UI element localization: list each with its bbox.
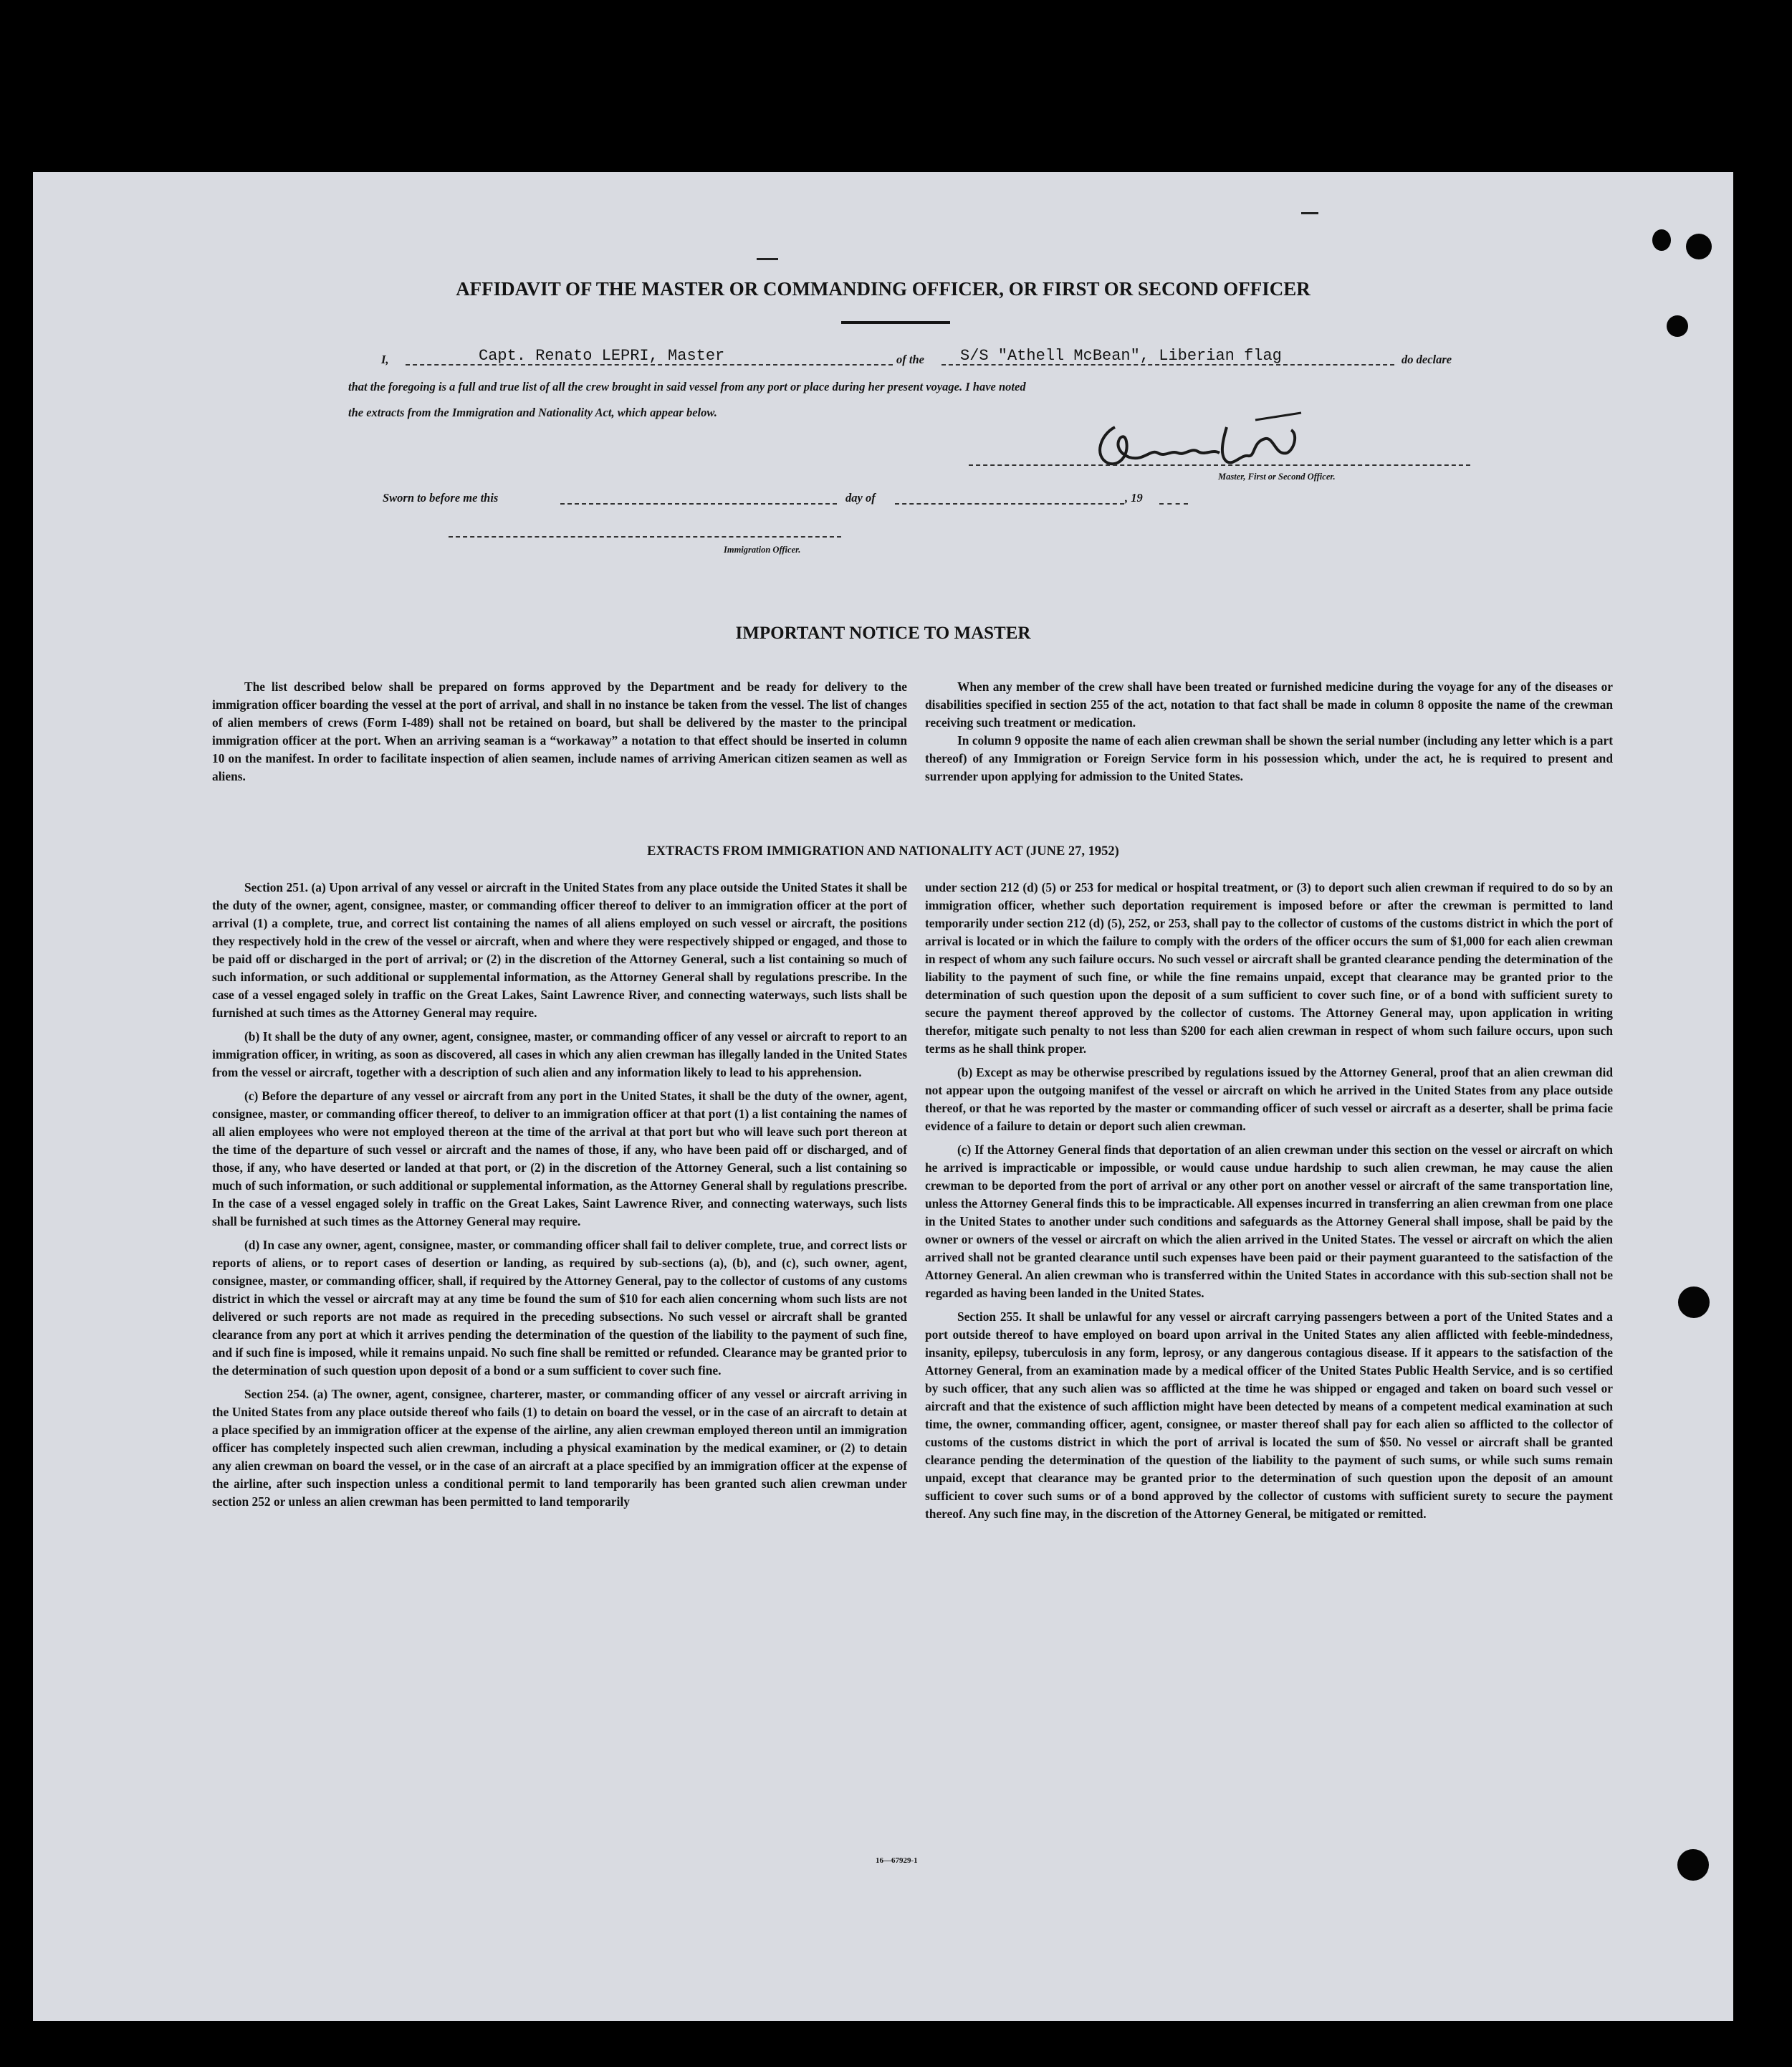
notice-left-column [212,678,907,786]
signature-caption: Master, First or Second Officer. [1218,472,1336,482]
section-251a: Section 251. (a) Upon arrival of any vessel or aircraft in the United States from any place outside the United States it shall be the duty of the owner, agent, consignee, master, or commanding officer thereof to deliver to an immigration officer at the port of arrival (1) a complete, true, and correct list containing the names of all aliens employed on such vessel or aircraft, the positions they respectively hold in the crew of the vessel or aircraft, when and where they were respectively shipped or engaged, and those to be paid off or discharged in the port of arrival; or (2) in the discretion of the Attorney General, such a list containing so much of such information, or such additional or supplemental information, as the Attorney General shall by regulations prescribe. In the case of a vessel engaged solely in traffic on the Great Lakes, Saint Lawrence River, and connecting waterways, such lists shall be furnished at such times as the Attorney General may require. [212,880,907,1020]
master-name-value: Capt. Renato LEPRI, Master [479,347,725,365]
notice-heading: IMPORTANT NOTICE TO MASTER [735,624,1031,643]
punch-hole [1677,1849,1709,1881]
section-251c: (c) Before the departure of any vessel or aircraft from any port in the United States, it shall be the duty of the owner, agent, consignee, master, or commanding officer thereof, to deliver to an immigration officer at that port (1) a list containing the names of all alien employees who were not employed thereon at the time of the arrival at that port but who will leave such port thereon at the time of the departure of such vessel or aircraft and the names of those, if any, who have been paid off or discharged, and of those, if any, who have deserted or landed at that port, or (2) in the discretion of the Attorney General, such a list containing so much of such information, or such additional or supplemental information, as the Attorney General shall by regulations prescribe. In the case of a vessel engaged solely in traffic on the Great Lakes, Saint Lawrence River, and connecting waterways, such lists shall be furnished at such times as the Attorney General may require. [212,1089,907,1228]
document-page [33,172,1733,2021]
day-of-label: day of [845,491,876,505]
declaration-text: that the foregoing is a full and true list of all the crew brought in said vessel from any port or place during her present voyage. I have noted [348,380,1026,393]
section-254a-continued: under section 212 (d) (5) or 253 for medical or hospital treatment, or (3) to deport such alien crewman if required to do so by an immigration officer, whether such deportation requirement is imposed before or after the crewman is permitted to land temporarily under section 212 (d) (5), 252, or 253, shall pay to the collector of customs of the customs district in which the port of arrival is located or in which the failure to comply with the orders of the officer occurs the sum of $1,000 for each alien crewman in respect of whom any such failure occurs. No such vessel or aircraft shall be granted clearance pending the determination of the liability to the payment of such fine, or while the fine remains unpaid, except that clearance may be granted prior to the determination of such question upon the deposit of a sum sufficient to cover such fine, or of a bond with sufficient surety to secure the payment thereof approved by the collector of customs. The Attorney General may, upon application in writing therefor, mitigate such penalty to not less than $200 for each alien crewman in respect of whom such failure occurs, upon such terms as he shall think proper. [925,880,1613,1056]
extracts-right-column [925,879,1613,1529]
do-declare-label: do declare [1402,353,1452,366]
affidavit-title: AFFIDAVIT OF THE MASTER OR COMMANDING OFFICER, OR FIRST OR SECOND OFFICER [456,278,1311,300]
extracts-left-column [212,879,907,1517]
section-251d: (d) In case any owner, agent, consignee, master, or commanding officer shall fail to deliver complete, true, and correct lists or reports of aliens, or to report cases of desertion or landing, as required by sub-sections (a), (b), and (c), such owner, agent, consignee, master, or commanding officer, shall, if required by the Attorney General, pay to the collector of customs of any customs district in which the vessel or aircraft may at any time be found the sum of $10 for each alien concerning whom such lists are not delivered or such reports are not made as required in the preceding subsections. No such vessel or aircraft shall be granted clearance from any port at which it arrives pending the determination of the question of the liability to the payment of such fine, and if such fine is imposed, while it remains unpaid. No such fine shall be remitted or refunded. Clearance may be granted prior to the determination of such question upon deposit of a bond or a sum sufficient to cover such fine. [212,1238,907,1378]
sworn-month-field [895,503,1124,505]
section-251b: (b) It shall be the duty of any owner, agent, consignee, master, or commanding officer of any vessel or aircraft to report to an immigration officer, in writing, as soon as discovered, all cases in which any alien crewman has illegally landed in the United States from the vessel or aircraft, together with a description of such alien and any information likely to lead to his apprehension. [212,1029,907,1079]
section-254b: (b) Except as may be otherwise prescribed by regulations issued by the Attorney General, proof that an alien crewman did not appear upon the outgoing manifest of the vessel or aircraft on which he arrived in the United States from any place outside thereof, or that he was reported by the master or commanding officer of such vessel or aircraft as a deserter, shall be prima facie evidence of a failure to detain or deport such alien crewman. [925,1065,1613,1133]
of-the-label: of the [896,353,924,366]
immigration-officer-caption: Immigration Officer. [724,545,801,555]
section-255: Section 255. It shall be unlawful for any vessel or aircraft carrying passengers between a port of the United States and a port outside thereof to have employed on board upon arrival in the United States any alien afflicted with feeble-mindedness, insanity, epilepsy, tuberculosis in any form, leprosy, or any dangerous contagious disease. If it appears to the satisfaction of the Attorney General, from an examination made by a medical officer of the United States Public Health Service, and is so certified by such officer, that any such alien was so afflicted at the time he was shipped or engaged and taken on board such vessel or aircraft and that the existence of such affliction might have been detected by means of a competent medical examination at such time, the owner, commanding officer, agent, consignee, or master thereof shall pay for each alien so afflicted to the collector of customs of the customs district in which the port of arrival is located the sum of $50. No vessel or aircraft shall be granted clearance pending the determination of the question of the liability to the payment of such sums, or while such sums remain unpaid, except that clearance may be granted prior to the determination of such question upon the deposit of an amount sufficient to cover such sums or of a bond approved by the collector of customs with sufficient surety to secure the payment thereof. Any such fine may, in the discretion of the Attorney General, be mitigated or remitted. [925,1309,1613,1521]
extracts-heading: EXTRACTS FROM IMMIGRATION AND NATIONALITY ACT (JUNE 27, 1952) [647,844,1119,859]
punch-hole [1678,1286,1710,1318]
master-signature [1086,406,1316,477]
vessel-name-value: S/S "Athell McBean", Liberian flag [960,347,1282,365]
section-254c: (c) If the Attorney General finds that deportation of an alien crewman under this section on the vessel or aircraft on which he arrived is impracticable or impossible, or would cause undue hardship to such alien crewman, he may cause the alien crewman to be deported from the port of arrival or any other port on another vessel or aircraft of the same transportation line, unless the Attorney General finds this to be impracticable. All expenses incurred in transferring an alien crewman from one place in the United States to another under such conditions and safeguards as the Attorney General shall impose, shall be paid by the owner or owners of the vessel or aircraft on which the alien arrived in the United States. The vessel or aircraft on which the alien arrived shall not be granted clearance until such expenses have been paid or their payment guaranteed to the satisfaction of the Attorney General. An alien crewman who is transferred within the United States in accordance with this sub-section shall not be regarded as having been landed in the United States. [925,1142,1613,1300]
declaration-text: the extracts from the Immigration and Nationality Act, which appear below. [348,406,717,419]
punch-hole [1667,315,1688,337]
notice-right-column [925,678,1613,786]
smudge-mark [1301,212,1318,214]
year-label: , 19 [1125,491,1143,505]
signature-line [969,464,1470,466]
notice-paragraph: In column 9 opposite the name of each alien crewman shall be shown the serial number (including any letter which is a part thereof) of any Immigration or Foreign Service form in his possession which, under the act, he is required to present and surrender upon applying for admission to the United States. [925,733,1613,783]
sworn-label: Sworn to before me this [383,491,499,505]
notice-paragraph: The list described below shall be prepared on forms approved by the Department and be ready for delivery to the immigration officer boarding the vessel at the port of arrival, and shall in no instance be taken from the vessel. The list of changes of alien members of crews (Form I-489) shall not be retained on board, but shall be delivered by the master to the principal immigration officer at the port. When an arriving seaman is a “workaway” a notation to that effect should be inserted in column 10 on the manifest. In order to facilitate inspection of alien seamen, include names of arriving American citizen seamen as well as aliens. [212,679,907,783]
i-label: I, [381,353,389,366]
notice-paragraph: When any member of the crew shall have been treated or furnished medicine during the voyage for any of the diseases or disabilities specified in section 255 of the act, notation to that fact shall be made in column 8 opposite the name of the crewman receiving such treatment or medication. [925,679,1613,730]
sworn-year-field [1159,503,1188,505]
smudge-mark [757,258,778,260]
punch-hole [1686,234,1712,259]
title-underline [841,321,950,324]
immigration-officer-line [449,536,841,538]
section-254a: Section 254. (a) The owner, agent, consignee, charterer, master, or commanding officer of any vessel or aircraft arriving in the United States from any place outside thereof who fails (1) to detain on board the vessel, or in the case of an aircraft to detain at a place specified by an immigration officer at the expense of the airline, any alien crewman employed thereon until an immigration officer has completely inspected such alien crewman, including a physical examination by the medical examiner, or (2) to detain any alien crewman on board the vessel, or in the case of an aircraft at a place specified by an immigration officer at the expense of the airline, after such inspection unless a conditional permit to land temporarily has been granted such alien crewman under section 252 or unless an alien crewman has been permitted to land temporarily [212,1387,907,1509]
sworn-date-field [560,503,837,505]
form-number: 16—67929-1 [876,1856,918,1865]
punch-hole [1652,229,1671,251]
